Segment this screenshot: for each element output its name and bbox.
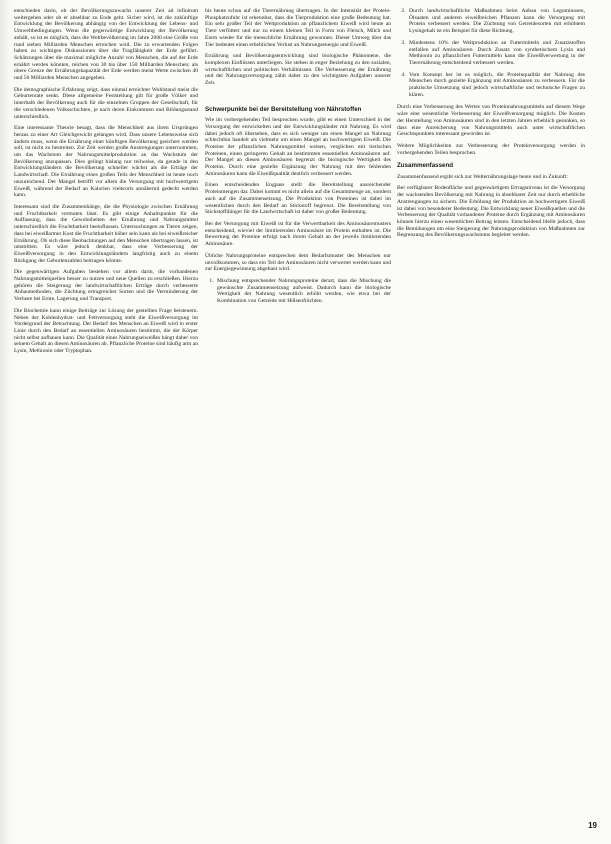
paragraph: Die Biochemie kann einige Beiträge zur Lösung der gestellten Frage beisteuern. Neben der Kohlenhydrat- und Fettversorgung steht die Eiweißversorgung im Vordergrund der Betrachtung. Der Bedarf des Menschen an Eiweiß wird in erster Linie durch den Bedarf an essentiellen Aminosäuren bestimmt, die der Körper nicht selbst aufbauen kann. Die Qualität eines Nahrungseiweißes hängt daher von seinem Gehalt an diesen Aminosäuren ab. Pflanzliche Proteine sind häufig arm an Lysin, Methionin oder Tryptophan. xyxy=(14,307,198,355)
text-column-left xyxy=(14,8,198,838)
numbered-list xyxy=(397,8,585,98)
paragraph: Durch eine Verbesserung des Wertes von Proteinnahrungsmitteln auf diesem Wege wäre eine wesentliche Verbesserung der Eiweißversorgung möglich. Die Kosten der Herstellung von Aminosäuren sind in den letzten Jahren erheblich gesunken, so dass eine Anreicherung von Nahrungsmitteln auch unter wirtschaftlichen Gesichtspunkten interessant geworden ist. xyxy=(397,104,585,138)
section-heading: Zusammenfassend xyxy=(397,162,454,170)
paragraph: Wie im vorhergehenden Teil besprochen wurde, gibt es einen Unterschied in der Versorgung der entwickelten und der Entwicklungsländer mit Nahrung. Es wird dabei jedoch oft übersehen, dass es sich weniger um einen Mangel an Nahrung schlechthin handelt als vielmehr um einen Mangel an hochwertigem Eiweiß. Die Proteine der pflanzlichen Nahrungsmittel weisen, verglichen mit tierischen Proteinen, einen geringeren Gehalt an bestimmten essentiellen Aminosäuren auf. Der Mangel an diesen Aminosäuren begrenzt die biologische Wertigkeit des Proteins. Durch eine gezielte Ergänzung der Nahrung mit den fehlenden Aminosäuren kann die Eiweißqualität deutlich verbessert werden. xyxy=(205,117,391,177)
text-column-middle xyxy=(205,8,391,838)
paragraph: Bei verfügbarer Bodenfläche und gegenwärtigem Ertragsniveau ist die Versorgung der wachsenden Bevölkerung mit Nahrung in absehbarer Zeit nur durch erhebliche Anstrengungen zu sichern. Die Erhöhung der Produktion an hochwertigem Eiweiß ist dabei von besonderer Bedeutung. Die Entwicklung neuer Eiweißquellen und die Verbesserung der Qualität vorhandener Proteine durch Ergänzung mit Aminosäuren können hierzu einen wesentlichen Beitrag leisten. Entscheidend bleibt jedoch, dass die Bemühungen um eine Steigerung der Nahrungsproduktion von Maßnahmen zur Begrenzung des Bevölkerungswachstums begleitet werden. xyxy=(397,185,585,239)
paragraph: Eine interessante Theorie besagt, dass die Menschheit aus ihren Ursprüngen heraus zu einer Art Gleichgewicht gelangen wird. Dass unsere Lebensweise sich ändern muss, wenn die Ernährung einer künftigen Bevölkerung gesichert werden soll, ist nicht zu bestreiten. Zur Zeit werden große Anstrengungen unternommen, um das Wachstum der Nahrungsmittelproduktion an das Wachstum der Bevölkerung anzupassen. Dies gelingt bislang nur teilweise, da gerade in den Entwicklungsländern die Bevölkerung schneller wächst als die Erträge der Landwirtschaft. Die Ernährung eines großen Teils der Menschheit ist heute noch unzureichend. Der Mangel betrifft vor allem die Versorgung mit hochwertigem Eiweiß, während der Bedarf an Kalorien vielerorts annähernd gedeckt werden kann. xyxy=(14,125,198,199)
list-item: 3. Mindestens 10% der Weltproduktion an Futtermitteln und Zusatzstoffen entfallen auf Aminosäuren. Durch Zusatz von synthetischem Lysin und Methionin zu pflanzlichen Futtermitteln kann die Eiweißverwertung in der Tierernährung entscheidend verbessert werden. xyxy=(407,40,585,67)
paragraph: Weitere Möglichkeiten zur Verbesserung der Proteinversorgung werden in vorhergehenden Teilen besprochen. xyxy=(397,142,585,156)
paragraph: Bei der Versorgung mit Eiweiß ist für die Verwertbarkeit des Aminosäuremusters entscheidend, wieviel der limitierenden Aminosäure im Protein enthalten ist. Die Bewertung der Proteine erfolgt nach ihrem Gehalt an der jeweils limitierenden Aminosäure. xyxy=(205,220,391,248)
paragraph: Die demographische Erfahrung zeigt, dass einmal erreichter Wohlstand meist die Geburtenrate senkt. Diese allgemeine Feststellung gilt für große Völker und innerhalb der Bevölkerung auch für die einzelnen Gruppen der Gesellschaft, für die verschiedenen Volksschichten, je nach deren Einkommen und Bildungsstand unterschiedlich. xyxy=(14,86,198,120)
section-heading: Schwerpunkte bei der Bereitstellung von Nährstoffen xyxy=(205,105,362,113)
paragraph: Zusammenfassend ergibt sich zur Welternährungslage heute und in Zukunft: xyxy=(397,173,568,180)
paragraph: Die gegenwärtigen Aufgaben bestehen vor allem darin, die vorhandenen Nahrungsmittelquellen besser zu nutzen und neue Quellen zu erschließen. Hierzu gehören die Steigerung der landwirtschaftlichen Erträge durch verbesserte Anbaumethoden, die Züchtung ertragreicher Sorten und die Verminderung der Verluste bei Ernte, Lagerung und Transport. xyxy=(14,269,198,303)
numbered-list xyxy=(205,278,391,305)
paragraph: bis heute schon auf die Tierernährung übertragen. In der Intensität der Protein-Phosphatzufuhr ist erkennbar, dass die Tierproduktion eine große Bedeutung hat. Ein sehr großer Teil der Weltproduktion an pflanzlichem Eiweiß wird heute an Tiere verfüttert und nur zu einem kleinen Teil in Form von Fleisch, Milch und Eiern wieder für die menschliche Ernährung gewonnen. Dieser Umweg über das Tier bedeutet einen erheblichen Verlust an Nahrungsenergie und Eiweiß. xyxy=(205,8,391,48)
list-item: 4. Vom Konzept her ist es möglich, die Proteinqualität der Nahrung des Menschen durch gezielte Ergänzung mit Aminosäuren zu verbessern. Für die praktische Umsetzung sind jedoch wirtschaftliche und technische Fragen zu klären. xyxy=(407,72,585,99)
paragraph: Interessant sind die Zusammenhänge, die die Physiologie zwischen Ernährung und Fruchtbarkeit vermuten lässt. Es gibt einige Anhaltspunkte für die Auffassung, dass die Gewohnheiten der Ernährung und Nahrungsmittel unterschiedlich die Fruchtbarkeit beeinflussen. Untersuchungen an Tieren zeigen, dass bei eiweißarmer Kost die Fruchtbarkeit höher sein kann als bei eiweißreicher Ernährung. Ob sich diese Beobachtungen auf den Menschen übertragen lassen, ist umstritten. Es wäre jedoch denkbar, dass eine Verbesserung der Eiweißversorgung in den Entwicklungsländern langfristig auch zu einem Rückgang der Geburtenzahlen beitragen könnte. xyxy=(14,203,198,264)
list-item: 1. Mischung entsprechender Nahrungsproteine derart, dass die Mischung die gewünschte Zusammensetzung aufweist. Dadurch kann die biologische Wertigkeit der Nahrung wesentlich erhöht werden, wie etwa bei der Kombination von Getreide mit Hülsenfrüchten. xyxy=(215,278,391,305)
paragraph: entschieden darin, ob der Bevölkerungszuwachs unserer Zeit ad infinitum weitergehen oder ob er absehbar zu Ende geht. Sicher wird, ist die zukünftige Entwicklung der Bevölkerung abhängig von der Entwicklung der Lebens- und Umweltbedingungen. Wenn die gegenwärtige Entwicklung der Bevölkerung anhält, so ist es möglich, dass die Weltbevölkerung im Jahre 2000 eine Größe von rund sieben Milliarden Menschen erreichen wird. Die zu erwartenden Folgen haben zu wichtigen Diskussionen über die Tragfähigkeit der Erde geführt. Schätzungen über die maximal mögliche Anzahl von Menschen, die auf der Erde ernährt werden könnten, reichen von 30 bis über 150 Milliarden Menschen; als obere Grenze der Ernährungskapazität der Erde werden meist Werte zwischen 40 und 50 Milliarden Menschen angegeben. xyxy=(14,8,198,82)
page-number: 19 xyxy=(588,821,597,830)
paragraph: Übliche Nahrungsproteine entsprechen dem Bedarfsmuster des Menschen nur unvollkommen, so dass ein Teil der Aminosäuren nicht verwertet werden kann und zur Energiegewinnung abgebaut wird. xyxy=(205,252,391,273)
paragraph: Einen entscheidenden Engpass stellt die Bereitstellung ausreichender Proteinmengen dar. Dabei kommt es nicht allein auf die Gesamtmenge an, sondern auch auf die Zusammensetzung. Die Produktion von Proteinen ist dabei im wesentlichen durch den Bedarf an Stickstoff begrenzt. Die Bereitstellung von Stickstoffdünger für die Landwirtschaft ist daher von großer Bedeutung. xyxy=(205,182,391,216)
paragraph: Ernährung und Bevölkerungsentwicklung sind biologische Phänomene, die komplexen Einflüssen unterliegen. Sie stehen in enger Beziehung zu den sozialen, wirtschaftlichen und politischen Verhältnissen. Die Verbesserung der Ernährung und der Nahrungsversorgung zählt daher zu den wichtigsten Aufgaben unserer Zeit. xyxy=(205,53,391,87)
text-column-right xyxy=(397,8,585,838)
list-item: 2. Durch landwirtschaftliche Maßnahmen beim Anbau von Leguminosen, Ölsaaten und anderen eiweißreichen Pflanzen kann die Versorgung mit Protein verbessert werden. Die Züchtung von Getreidesorten mit erhöhtem Lysingehalt ist ein Beispiel für diese Richtung. xyxy=(407,8,585,35)
spacer xyxy=(205,92,391,100)
